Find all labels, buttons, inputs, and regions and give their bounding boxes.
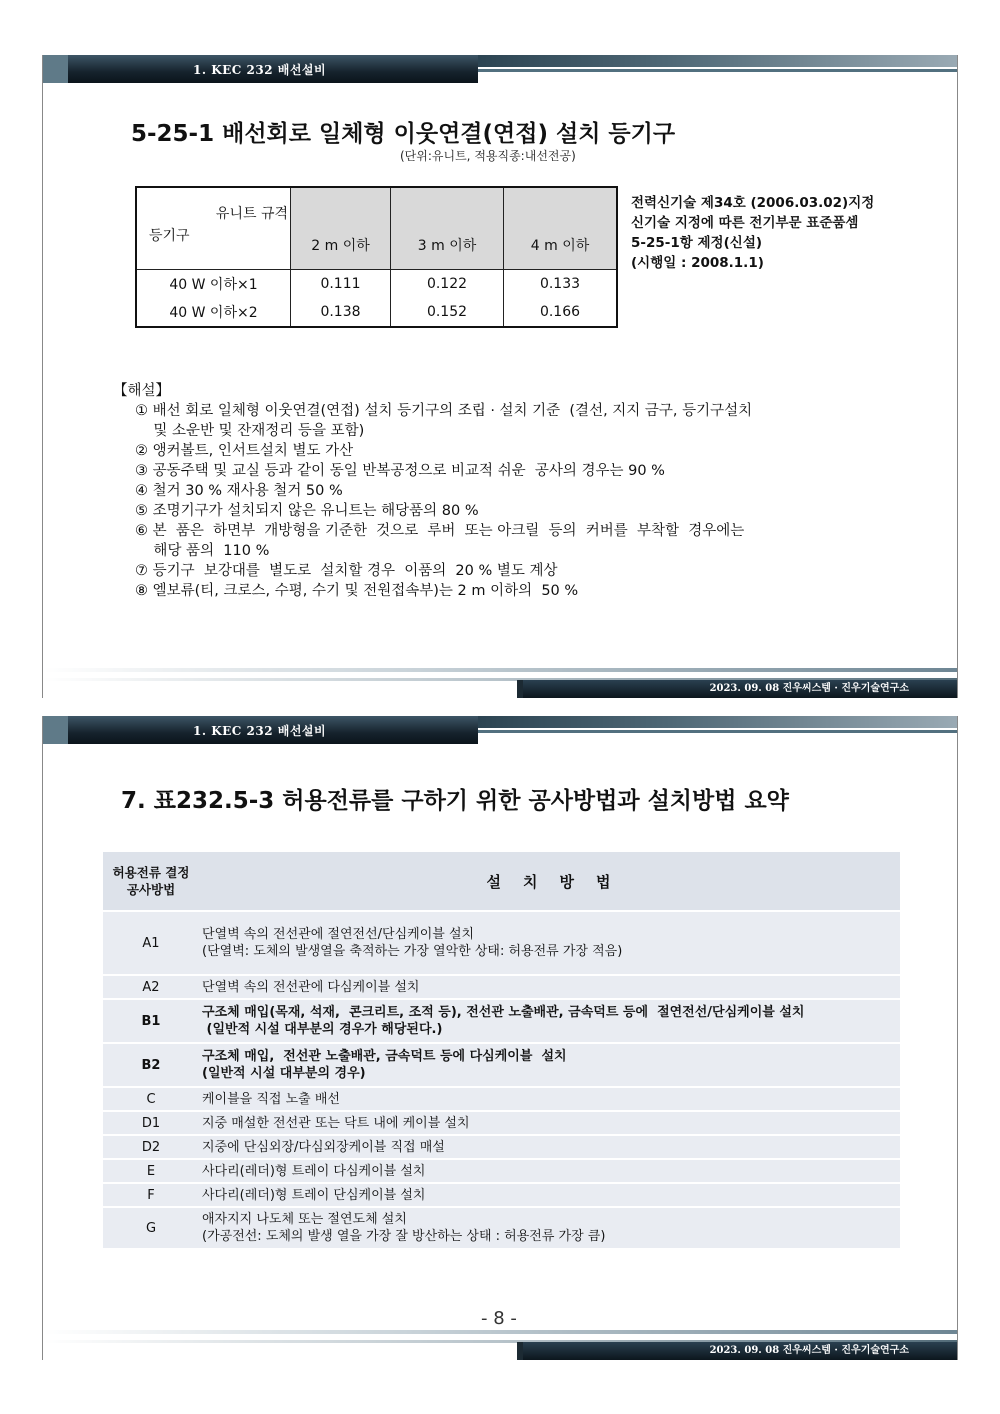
slide-title: 5-25-1 배선회로 일체형 이웃연결(연접) 설치 등기구 bbox=[131, 121, 676, 147]
method-code: F bbox=[103, 1184, 199, 1206]
method-code: B1 bbox=[103, 1000, 199, 1042]
explanation-item: 및 소운반 및 잔재정리 등을 포함) bbox=[135, 423, 365, 439]
table-cell: 0.133 bbox=[504, 270, 618, 299]
side-note-line: (시행일 : 2008.1.1) bbox=[631, 255, 764, 271]
table-row bbox=[103, 912, 900, 974]
header-code: 허용전류 결정 공사방법 bbox=[103, 852, 199, 910]
diagonal-header-cell bbox=[136, 187, 291, 270]
side-note-line: 5-25-1항 제정(신설) bbox=[631, 235, 763, 251]
table-row bbox=[103, 1044, 900, 1086]
table-row bbox=[136, 298, 617, 327]
method-desc-line: (일반적 시설 대부분의 경우) bbox=[202, 1066, 366, 1081]
side-note-line: 신기술 지정에 따른 전기부문 표준품셈 bbox=[631, 215, 859, 231]
header-desc: 설치방법 bbox=[199, 852, 900, 910]
footer-bar bbox=[43, 668, 957, 698]
page-number: - 8 - bbox=[481, 1308, 517, 1329]
method-desc-line: (단열벽: 도체의 발생열을 축적하는 가장 열악한 상태: 허용전류 가장 적음) bbox=[202, 944, 623, 959]
row-label: 40 W 이하×2 bbox=[136, 298, 291, 327]
header-bar bbox=[43, 55, 957, 83]
slide-2 bbox=[42, 716, 958, 1360]
unit-note: (단위:유니트, 적용직종:내선전공) bbox=[400, 149, 576, 163]
method-desc-line: 구조체 매입(목재, 석재, 콘크리트, 조적 등), 전선관 노출배관, 금속덕트 등에 절연전선/단심케이블 설치 bbox=[202, 1005, 805, 1020]
method-desc-line: 단열벽 속의 전선관에 절연전선/단심케이블 설치 bbox=[202, 927, 475, 942]
method-desc-line: 케이블을 직접 노출 배선 bbox=[202, 1091, 340, 1107]
method-desc bbox=[199, 1160, 900, 1182]
footer-text: 2023. 09. 08 진우씨스템 · 진우기술연구소 bbox=[709, 1345, 909, 1356]
method-desc bbox=[199, 1112, 900, 1134]
explanation-item: ⑤ 조명기구가 설치되지 않은 유니트는 해당품의 80 % bbox=[135, 503, 479, 519]
explanation-item: ② 앵커볼트, 인서트설치 별도 가산 bbox=[135, 443, 354, 459]
method-desc-line: 애자지지 나도체 또는 절연도체 설치 bbox=[202, 1212, 407, 1227]
col-header: 3 m 이하 bbox=[391, 187, 504, 270]
table-row bbox=[103, 976, 900, 998]
method-code: A1 bbox=[103, 912, 199, 974]
method-desc-line: 지중 매설한 전선관 또는 닥트 내에 케이블 설치 bbox=[202, 1115, 470, 1131]
method-desc-line: 사다리(레더)형 트레이 단심케이블 설치 bbox=[202, 1187, 426, 1203]
method-desc-line: (일반적 시설 대부분의 경우가 해당된다.) bbox=[202, 1022, 443, 1037]
table-cell: 0.111 bbox=[291, 270, 391, 299]
table-row bbox=[103, 1184, 900, 1206]
table-cell: 0.122 bbox=[391, 270, 504, 299]
header-title: 1. KEC 232 배선설비 bbox=[193, 724, 327, 738]
method-code: C bbox=[103, 1088, 199, 1110]
method-desc-line: 구조체 매입, 전선관 노출배관, 금속덕트 등에 다심케이블 설치 bbox=[202, 1049, 567, 1064]
method-desc bbox=[199, 1208, 900, 1248]
explanation-item: ③ 공동주택 및 교실 등과 같이 동일 반복공정으로 비교적 쉬운 공사의 경우는 90 % bbox=[135, 463, 665, 479]
explanation-item: ⑥ 본 품은 하면부 개방형을 기준한 것으로 루버 또는 아크릴 등의 커버를 부착할 경우에는 bbox=[135, 523, 745, 539]
installation-method-table bbox=[103, 850, 900, 1250]
method-desc bbox=[199, 912, 900, 974]
method-desc-line: 단열벽 속의 전선관에 다심케이블 설치 bbox=[202, 979, 420, 995]
slide-1 bbox=[42, 55, 958, 698]
col-header: 2 m 이하 bbox=[291, 187, 391, 270]
explanation-item: ⑧ 엘보류(티, 크로스, 수평, 수기 및 전원접속부)는 2 m 이하의 50 % bbox=[135, 583, 579, 599]
table-row bbox=[103, 1088, 900, 1110]
explanation-item: ⑦ 등기구 보강대를 별도로 설치할 경우 이품의 20 % 별도 계상 bbox=[135, 563, 558, 579]
method-desc bbox=[199, 1044, 900, 1086]
table-row bbox=[103, 1000, 900, 1042]
diag-top-label: 유니트 규격 bbox=[215, 206, 288, 222]
header-bar bbox=[43, 716, 957, 744]
explanation bbox=[113, 381, 752, 601]
explanation-item: 해당 품의 110 % bbox=[135, 543, 270, 559]
method-code: E bbox=[103, 1160, 199, 1182]
table-row bbox=[103, 1160, 900, 1182]
row-label: 40 W 이하×1 bbox=[136, 270, 291, 299]
method-desc-line: 사다리(레더)형 트레이 다심케이블 설치 bbox=[202, 1163, 426, 1179]
method-desc-line: 지중에 단심외장/다심외장케이블 직접 매설 bbox=[202, 1139, 445, 1155]
method-code: D2 bbox=[103, 1136, 199, 1158]
side-note-line: 전력신기술 제34호 (2006.03.02)지정 bbox=[631, 195, 875, 211]
method-code: A2 bbox=[103, 976, 199, 998]
method-code: G bbox=[103, 1208, 199, 1248]
method-desc bbox=[199, 1184, 900, 1206]
explanation-item: ④ 철거 30 % 재사용 철거 50 % bbox=[135, 483, 343, 499]
table-row bbox=[103, 1136, 900, 1158]
explanation-item: ① 배선 회로 일체형 이웃연결(연접) 설치 등기구의 조립 · 설치 기준 (결선, 지지 금구, 등기구설치 bbox=[135, 403, 753, 419]
method-desc-line: (가공전선: 도체의 발생 열을 가장 잘 방산하는 상태 : 허용전류 가장 큼) bbox=[202, 1229, 606, 1244]
method-desc bbox=[199, 1136, 900, 1158]
explanation-heading: 【해설】 bbox=[113, 383, 171, 399]
table-row bbox=[136, 270, 617, 299]
header-title: 1. KEC 232 배선설비 bbox=[193, 63, 327, 77]
table-row bbox=[103, 1208, 900, 1248]
table-header-row bbox=[103, 852, 900, 910]
method-desc bbox=[199, 1000, 900, 1042]
standard-table bbox=[135, 186, 618, 328]
diag-bottom-label: 등기구 bbox=[149, 228, 190, 244]
col-header: 4 m 이하 bbox=[504, 187, 618, 270]
side-note bbox=[631, 193, 874, 273]
method-code: D1 bbox=[103, 1112, 199, 1134]
slide-title: 7. 표232.5-3 허용전류를 구하기 위한 공사방법과 설치방법 요약 bbox=[121, 788, 789, 814]
table-cell: 0.138 bbox=[291, 298, 391, 327]
method-desc bbox=[199, 1088, 900, 1110]
footer-bar bbox=[43, 1330, 957, 1360]
table-row bbox=[103, 1112, 900, 1134]
table-cell: 0.152 bbox=[391, 298, 504, 327]
method-code: B2 bbox=[103, 1044, 199, 1086]
footer-text: 2023. 09. 08 진우씨스템 · 진우기술연구소 bbox=[709, 683, 909, 694]
table-cell: 0.166 bbox=[504, 298, 618, 327]
method-desc bbox=[199, 976, 900, 998]
